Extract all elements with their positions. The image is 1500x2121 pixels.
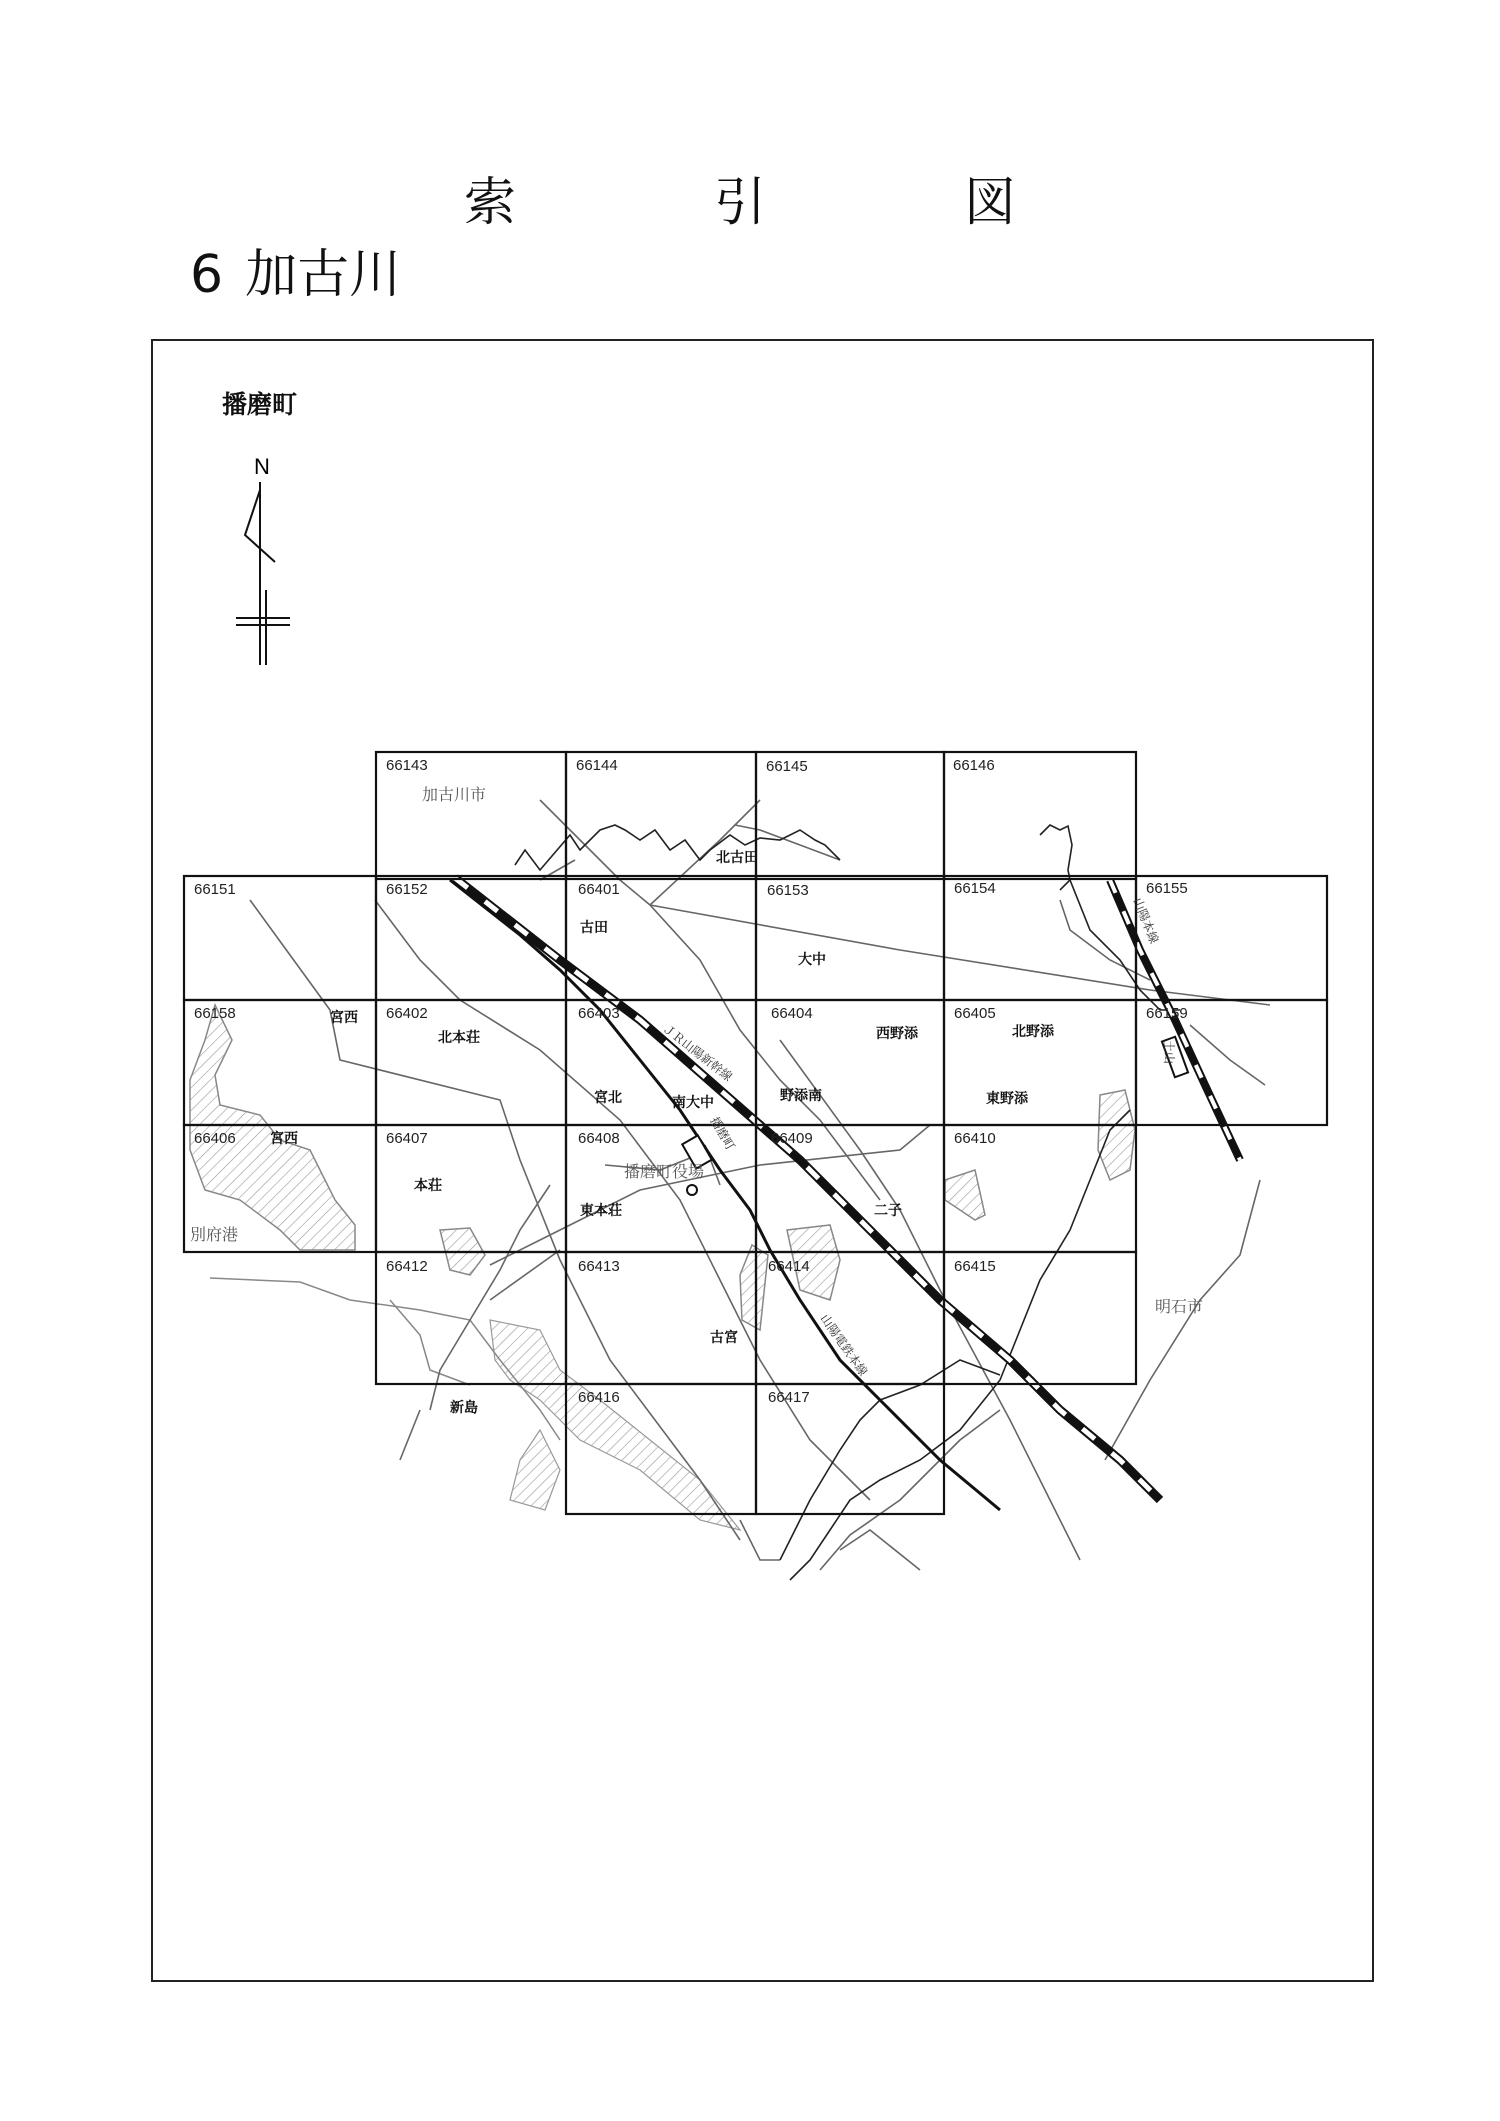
place-name: 野添南 bbox=[780, 1088, 822, 1104]
sheet-number[interactable]: 66154 bbox=[954, 880, 996, 897]
station-name: 土山 bbox=[1162, 1040, 1176, 1065]
sheet-number[interactable]: 66402 bbox=[386, 1005, 428, 1022]
sheet-number[interactable]: 66401 bbox=[578, 881, 620, 898]
section-name: 加古川 bbox=[245, 245, 402, 305]
place-name: 別府港 bbox=[190, 1225, 239, 1244]
sheet-number[interactable]: 66152 bbox=[386, 881, 428, 898]
title-char: 引 bbox=[713, 173, 766, 233]
sheet-number[interactable]: 66404 bbox=[771, 1005, 813, 1022]
north-arrow-icon bbox=[236, 454, 290, 665]
place-name: 北野添 bbox=[1012, 1024, 1054, 1040]
sheet-number[interactable]: 66412 bbox=[386, 1258, 428, 1275]
place-name: 宮西 bbox=[330, 1010, 358, 1026]
place-name: 古田 bbox=[580, 920, 608, 936]
sheet-number[interactable]: 66153 bbox=[767, 882, 809, 899]
town-office-marker bbox=[687, 1185, 697, 1195]
sheet-number[interactable]: 66415 bbox=[954, 1258, 996, 1275]
place-name: 明石市 bbox=[1155, 1297, 1204, 1316]
sheet-number[interactable]: 66407 bbox=[386, 1130, 428, 1147]
place-name: 西野添 bbox=[876, 1026, 918, 1042]
title-char: 図 bbox=[963, 173, 1016, 233]
place-name: 宮北 bbox=[594, 1090, 622, 1106]
sheet-number[interactable]: 66406 bbox=[194, 1130, 236, 1147]
place-name: 古宮 bbox=[710, 1330, 738, 1346]
sheet-number[interactable]: 66403 bbox=[578, 1005, 620, 1022]
place-name: 播磨町役場 bbox=[624, 1162, 705, 1181]
sheet-number[interactable]: 66405 bbox=[954, 1005, 996, 1022]
sheet-number[interactable]: 66409 bbox=[771, 1130, 813, 1147]
sheet-number[interactable]: 66151 bbox=[194, 881, 236, 898]
title-char: 索 bbox=[463, 173, 516, 233]
sheet-number[interactable]: 66159 bbox=[1146, 1005, 1188, 1022]
sanyo-dentetsu-line bbox=[450, 880, 1000, 1510]
place-name: 北古田 bbox=[716, 850, 758, 866]
place-name: 東本荘 bbox=[580, 1203, 622, 1219]
place-name: 南大中 bbox=[672, 1095, 714, 1111]
sheet-number[interactable]: 66416 bbox=[578, 1389, 620, 1406]
rail-label: 山陽本線 bbox=[1130, 895, 1162, 946]
sheet-number[interactable]: 66417 bbox=[768, 1389, 810, 1406]
place-name: 東野添 bbox=[986, 1091, 1028, 1107]
sheet-number[interactable]: 66146 bbox=[953, 757, 995, 774]
sheet-number[interactable]: 66143 bbox=[386, 757, 428, 774]
section-number: 6 bbox=[190, 245, 224, 305]
sheet-number[interactable]: 66414 bbox=[768, 1258, 810, 1275]
sheet-number[interactable]: 66413 bbox=[578, 1258, 620, 1275]
place-name: 本荘 bbox=[414, 1178, 442, 1194]
rail-label: 山陽電鉄本線 bbox=[817, 1311, 871, 1379]
sheet-grid bbox=[184, 752, 1327, 1514]
north-label: N bbox=[254, 454, 270, 479]
place-name: 二子 bbox=[874, 1203, 902, 1219]
town-label: 播磨町 bbox=[222, 390, 298, 419]
place-name: 宮西 bbox=[270, 1131, 298, 1147]
rail-label: ＪＲ山陽新幹線 bbox=[660, 1021, 735, 1085]
sheet-number[interactable]: 66158 bbox=[194, 1005, 236, 1022]
sheet-number[interactable]: 66144 bbox=[576, 757, 618, 774]
sheet-number[interactable]: 66145 bbox=[766, 758, 808, 775]
place-name: 北本荘 bbox=[438, 1030, 480, 1046]
place-name: 新島 bbox=[450, 1400, 478, 1416]
place-name: 加古川市 bbox=[422, 785, 487, 804]
sheet-number[interactable]: 66155 bbox=[1146, 880, 1188, 897]
sheet-number[interactable]: 66408 bbox=[578, 1130, 620, 1147]
sheet-numbers bbox=[194, 757, 1188, 1406]
place-name: 大中 bbox=[798, 952, 826, 968]
sheet-number[interactable]: 66410 bbox=[954, 1130, 996, 1147]
station-name: 播磨町 bbox=[707, 1114, 738, 1153]
rail-labels bbox=[660, 896, 1162, 1379]
